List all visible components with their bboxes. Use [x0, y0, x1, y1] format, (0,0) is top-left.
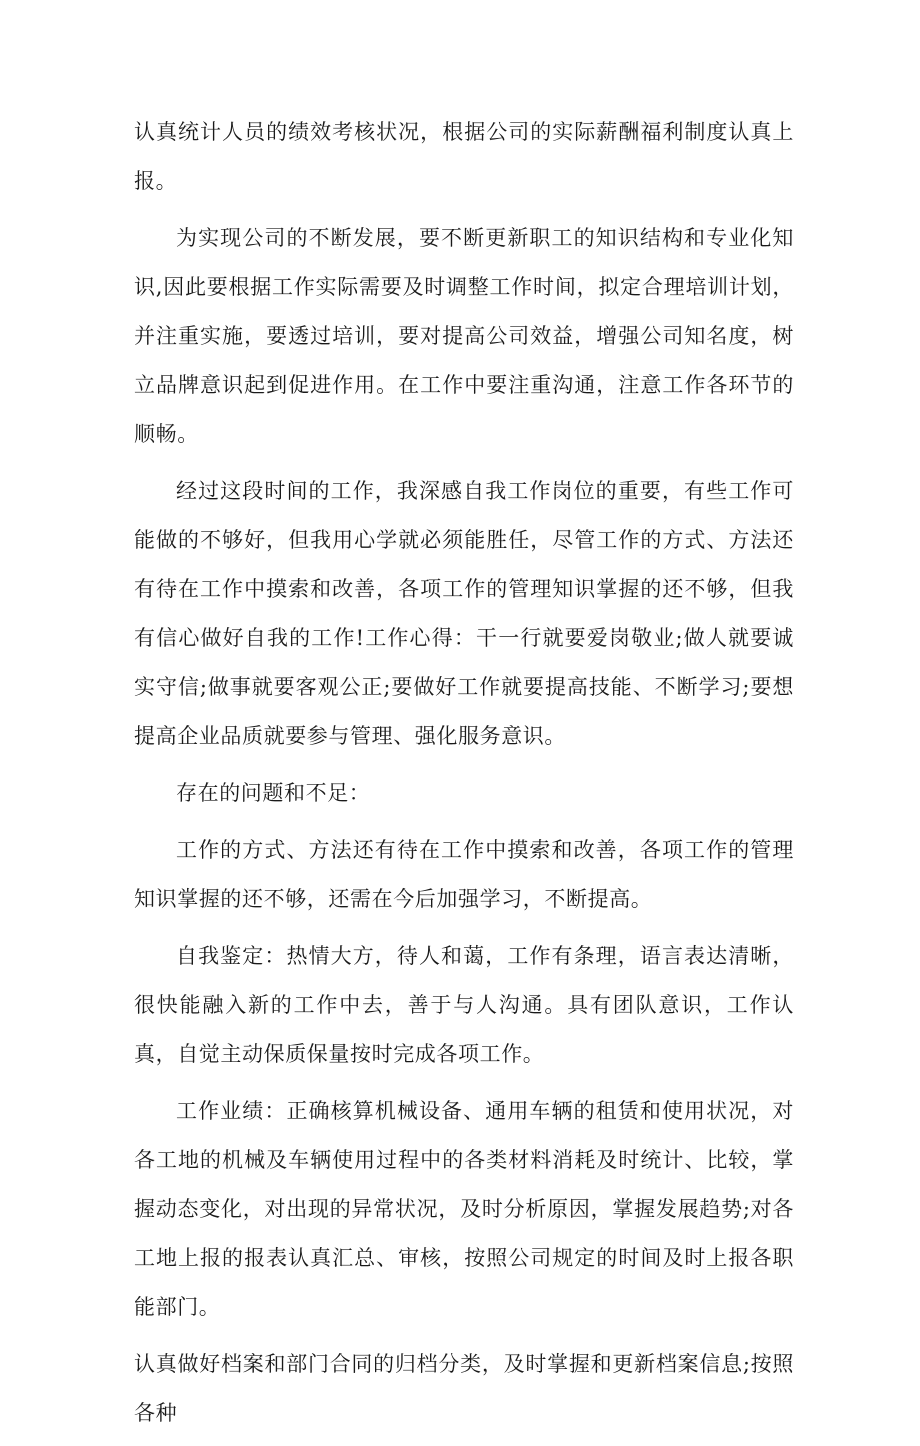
paragraph-7: 工作业绩：正确核算机械设备、通用车辆的租赁和使用状况，对各工地的机械及车辆使用过程中的各类材料消耗及时统计、比较，掌握动态变化，对出现的异常状况，及时分析原因，掌握发展趋势;对各工地上报的报表认真汇总、审核，按照公司规定的时间及时上报各职能部门。 — [134, 1099, 794, 1319]
paragraph-5: 工作的方式、方法还有待在工作中摸索和改善，各项工作的管理知识掌握的还不够，还需在今后加强学习，不断提高。 — [134, 838, 794, 911]
paragraph-1: 认真统计人员的绩效考核状况，根据公司的实际薪酬福利制度认真上报。 — [134, 120, 794, 193]
document-body — [134, 108, 794, 1446]
paragraph-4: 存在的问题和不足： — [176, 781, 371, 805]
paragraph-8: 认真做好档案和部门合同的归档分类，及时掌握和更新档案信息;按照各种 — [134, 1352, 794, 1425]
paragraph-3: 经过这段时间的工作，我深感自我工作岗位的重要，有些工作可能做的不够好，但我用心学就必须能胜任，尽管工作的方式、方法还有待在工作中摸索和改善，各项工作的管理知识掌握的还不够，但我有信心做好自我的工作!工作心得：干一行就要爱岗敬业;做人就要诚实守信;做事就要客观公正;要做好工作就要提高技能、不断学习;要想提高企业品质就要参与管理、强化服务意识。 — [134, 479, 794, 748]
paragraph-6: 自我鉴定：热情大方，待人和蔼，工作有条理，语言表达清晰，很快能融入新的工作中去，善于与人沟通。具有团队意识，工作认真，自觉主动保质保量按时完成各项工作。 — [134, 944, 794, 1066]
paragraph-2: 为实现公司的不断发展，要不断更新职工的知识结构和专业化知识,因此要根据工作实际需要及时调整工作时间，拟定合理培训计划，并注重实施，要透过培训，要对提高公司效益，增强公司知名度，树立品牌意识起到促进作用。在工作中要注重沟通，注意工作各环节的顺畅。 — [134, 226, 794, 446]
